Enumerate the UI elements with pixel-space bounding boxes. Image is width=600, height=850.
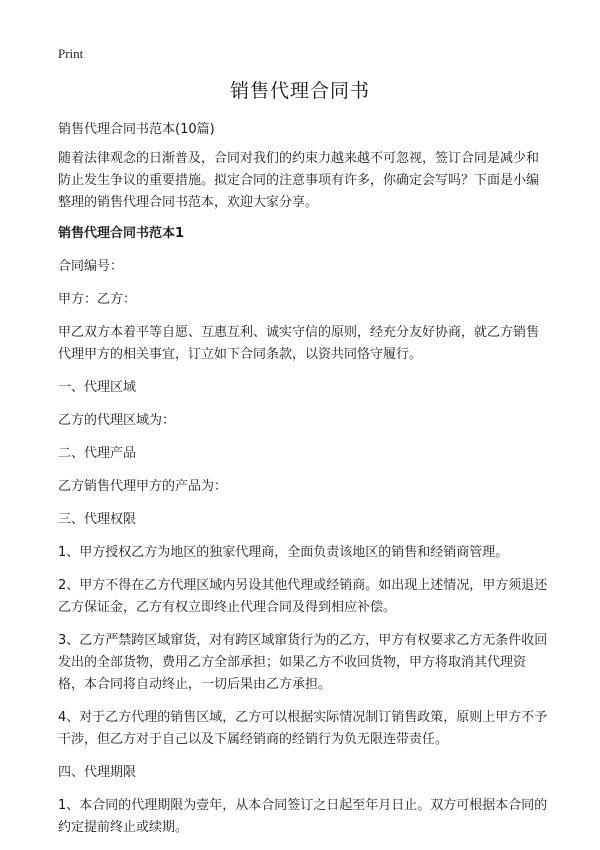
contract-number-line: 合同编号： [58,259,124,274]
preamble-paragraph: 甲乙双方本着平等自愿、互惠互利、诚实守信的原则，经充分友好协商，就乙方销售代理甲方的相关事宜，订立如下合同条款，以资共同恪守履行。 [58,325,540,362]
page-title: 销售代理合同书 [229,80,370,102]
document-subtitle: 销售代理合同书范本(10篇) [58,122,215,137]
clause-heading-authority: 三、代理权限 [58,512,137,527]
clause-item: 4、对于乙方代理的销售区域，乙方可以根据实际情况制订销售政策，原则上甲方不予干涉，但乙方对于自己以及下属经销商的经销行为负无限连带责任。 [58,710,548,747]
clause-item: 3、乙方严禁跨区域窜货，对有跨区域窜货行为的乙方，甲方有权要求乙方无条件收回发出的全部货物，费用乙方全部承担；如果乙方不收回货物，甲方将取消其代理资格，本合同将自动终止，一切后果由乙方承担。 [58,633,548,692]
clause-heading-region: 一、代理区域 [58,380,137,395]
parties-line: 甲方：乙方： [58,292,137,307]
print-link[interactable]: Print [58,46,84,61]
clause-item: 1、本合同的代理期限为壹年，从本合同签订之日起至年月日止。双方可根据本合同的约定提前终止或续期。 [58,798,548,835]
clause-text: 乙方销售代理甲方的产品为： [58,479,228,494]
clause-heading-term: 四、代理期限 [58,765,137,780]
clause-item: 1、甲方授权乙方为地区的独家代理商，全面负责该地区的销售和经销商管理。 [58,545,509,560]
clause-heading-products: 二、代理产品 [58,446,137,461]
clause-text: 乙方的代理区域为： [58,413,176,428]
document-body [58,119,550,850]
intro-paragraph: 随着法律观念的日渐普及，合同对我们的约束力越来越不可忽视，签订合同是减少和防止发生争议的重要措施。拟定合同的注意事项有许多，你确定会写吗？下面是小编整理的销售代理合同书范本，欢迎大家分享。 [58,151,540,210]
section-heading: 销售代理合同书范本1 [58,226,185,241]
clause-item: 2、甲方不得在乙方代理区域内另设其他代理或经销商。如出现上述情况，甲方须退还乙方保证金，乙方有权立即终止代理合同及得到相应补偿。 [58,578,548,615]
